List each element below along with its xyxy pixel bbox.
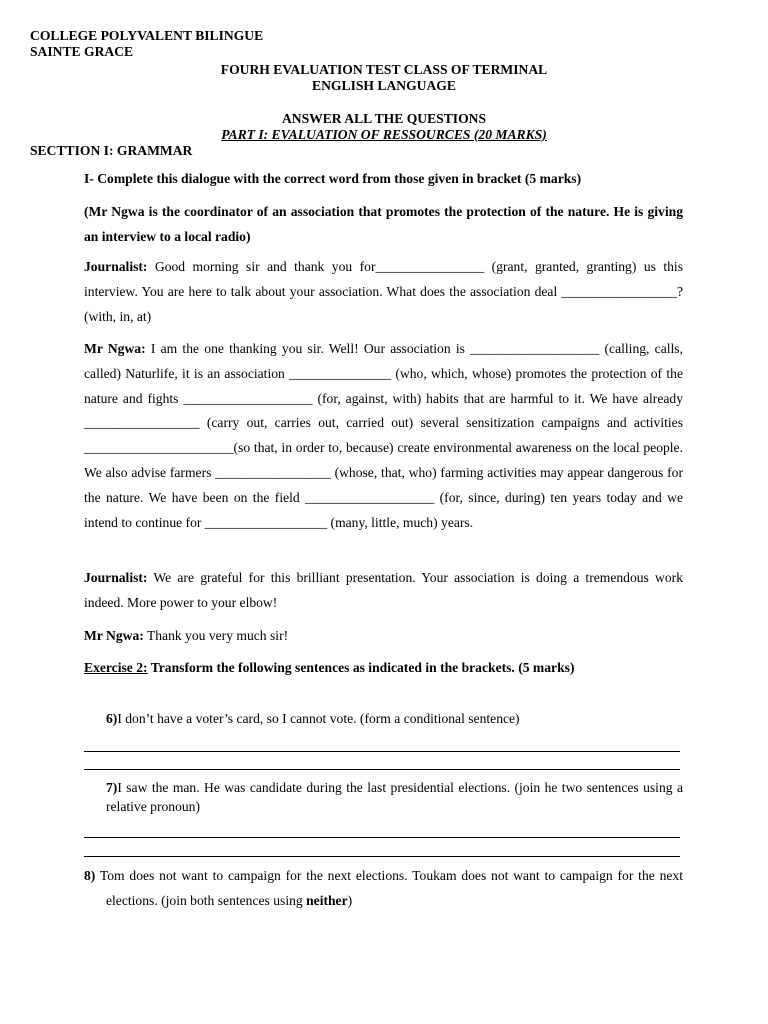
answer-line[interactable] <box>84 856 680 857</box>
subject-title: ENGLISH LANGUAGE <box>312 78 456 93</box>
question-8-end: ) <box>347 892 353 908</box>
exercise1-context: (Mr Ngwa is the coordinator of an association that promotes the protection of the nature. He is giving an interview to a local radio) <box>84 204 683 244</box>
journalist-turn-2 <box>84 566 683 616</box>
journalist-label-2: Journalist: <box>84 570 148 585</box>
exercise2-title: Transform the following sentences as indicated in the brackets. (5 marks) <box>147 660 575 675</box>
ngwa-label: Mr Ngwa: <box>84 341 146 356</box>
question-7-number: 7) <box>106 780 118 795</box>
journalist-turn-1 <box>84 255 683 329</box>
answer-line[interactable] <box>84 769 680 770</box>
answer-line[interactable] <box>84 751 680 752</box>
question-6-text: I don’t have a voter’s card, so I cannot vote. (form a conditional sentence) <box>117 711 520 726</box>
exercise1-title: I- Complete this dialogue with the correct word from those given in bracket (5 marks) <box>84 171 582 186</box>
ngwa-text-1: I am the one thanking you sir. Well! Our association is ___________________ (calling, calls, called) Naturlife, it is an association _______________ (who, which, whose) promotes the protection of the nature and fights ___________________ (for, against, with) habits that are harmful to it. We have already _________________ (carry out, carries out, carried out) several sensitization campaigns and activities ______________________(so that, in order to, because) create environmental awareness on the local people. We also advise farmers _________________ (whose, that, who) farming activities may appear dangerous for the nature. We have been on the field ___________________ (for, since, during) ten years today and we intend to continue for __________________ (many, little, much) years. <box>84 341 683 530</box>
section-heading: SECTTION I: GRAMMAR <box>30 143 193 158</box>
question-7-text: I saw the man. He was candidate during the last presidential elections. (join he two sentences using a relative pronoun) <box>106 780 683 814</box>
ngwa-turn-1 <box>84 337 683 535</box>
school-name <box>30 28 263 60</box>
ngwa-text-2: Thank you very much sir! <box>143 628 289 643</box>
question-8 <box>84 864 683 913</box>
question-8-text: Tom does not want to campaign for the next elections. Toukam does not want to campaign for the next elections. (join both sentences using <box>95 868 683 908</box>
ngwa-turn-2 <box>84 624 683 649</box>
school-line-1: COLLEGE POLYVALENT BILINGUE <box>30 28 264 43</box>
ngwa-label-2: Mr Ngwa: <box>84 628 144 643</box>
question-8-number: 8) <box>84 868 96 883</box>
instruction-heading: ANSWER ALL THE QUESTIONS <box>281 111 487 126</box>
journalist-text-2: We are grateful for this brilliant presentation. Your association is doing a tremendous work indeed. More power to your elbow! <box>84 570 683 610</box>
part-heading: PART I: EVALUATION OF RESSOURCES (20 MARKS) <box>221 127 547 142</box>
question-6-number: 6) <box>106 711 118 726</box>
question-6 <box>106 710 520 728</box>
school-line-2: SAINTE GRACE <box>30 44 134 59</box>
exercise2-heading <box>84 659 574 677</box>
journalist-text-1: Good morning sir and thank you for________________ (grant, granted, granting) us this interview. You are here to talk about your association. What does the association deal _________________? (with, in, at) <box>84 259 683 324</box>
exercise2-label: Exercise 2: <box>84 660 148 675</box>
question-8-keyword: neither <box>306 892 348 908</box>
journalist-label: Journalist: <box>84 259 148 274</box>
test-title: FOURH EVALUATION TEST CLASS OF TERMINAL <box>220 62 548 77</box>
question-7 <box>106 779 683 816</box>
answer-line[interactable] <box>84 837 680 838</box>
